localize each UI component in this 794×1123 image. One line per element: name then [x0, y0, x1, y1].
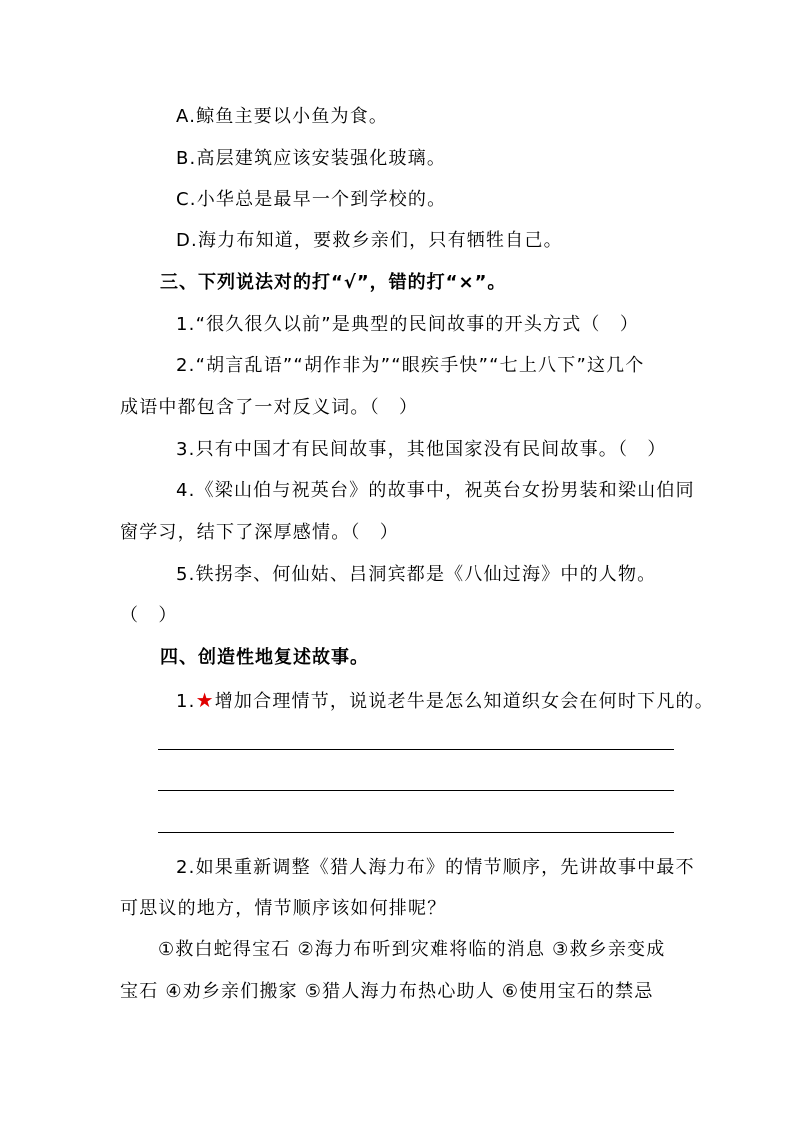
option-c: C.小华总是最早一个到学校的。 — [176, 189, 447, 210]
answer-line-2 — [158, 790, 674, 791]
option-b: B.高层建筑应该安装强化玻璃。 — [176, 148, 447, 169]
retell-question-2-line-1: 2.如果重新调整《猎人海力布》的情节顺序，先讲故事中最不 — [176, 857, 695, 878]
answer-line-3 — [158, 832, 674, 833]
judgement-question-2-line-1: 2.“胡言乱语”“胡作非为”“眼疾手快”“七上八下”这几个 — [176, 355, 645, 376]
judgement-question-3: 3.只有中国才有民间故事，其他国家没有民间故事。（ ） — [176, 439, 667, 460]
judgement-question-4-line-1: 4.《梁山伯与祝英台》的故事中，祝英台女扮男装和梁山伯同 — [176, 480, 695, 501]
star-icon: ★ — [195, 688, 215, 712]
option-a: A.鲸鱼主要以小鱼为食。 — [176, 106, 389, 127]
plot-options-line-1: ①救白蛇得宝石 ②海力布听到灾难将临的消息 ③救乡亲变成 — [158, 939, 666, 960]
judgement-question-5-line-2: （ ） — [120, 605, 178, 626]
option-d: D.海力布知道，要救乡亲们，只有牺牲自己。 — [176, 230, 563, 251]
judgement-question-1: 1.“很久很久以前”是典型的民间故事的开头方式（ ） — [176, 314, 640, 335]
retell-question-1 — [176, 688, 714, 714]
section-four-heading: 四、创造性地复述故事。 — [160, 647, 369, 668]
retell-question-1-number: 1. — [176, 691, 196, 712]
retell-question-1-text: 增加合理情节，说说老牛是怎么知道织女会在何时下凡的。 — [214, 691, 714, 712]
answer-line-1 — [158, 749, 674, 750]
judgement-question-2-line-2: 成语中都包含了一对反义词。（ ） — [120, 397, 419, 418]
retell-question-2-line-2: 可思议的地方，情节顺序该如何排呢？ — [120, 898, 447, 919]
judgement-question-4-line-2: 窗学习，结下了深厚感情。（ ） — [120, 522, 399, 543]
plot-options-line-2: 宝石 ④劝乡亲们搬家 ⑤猎人海力布热心助人 ⑥使用宝石的禁忌 — [120, 981, 654, 1002]
judgement-question-5-line-1: 5.铁拐李、何仙姑、吕洞宾都是《八仙过海》中的人物。 — [176, 564, 657, 585]
section-three-heading: 三、下列说法对的打“√”，错的打“×”。 — [160, 272, 507, 293]
